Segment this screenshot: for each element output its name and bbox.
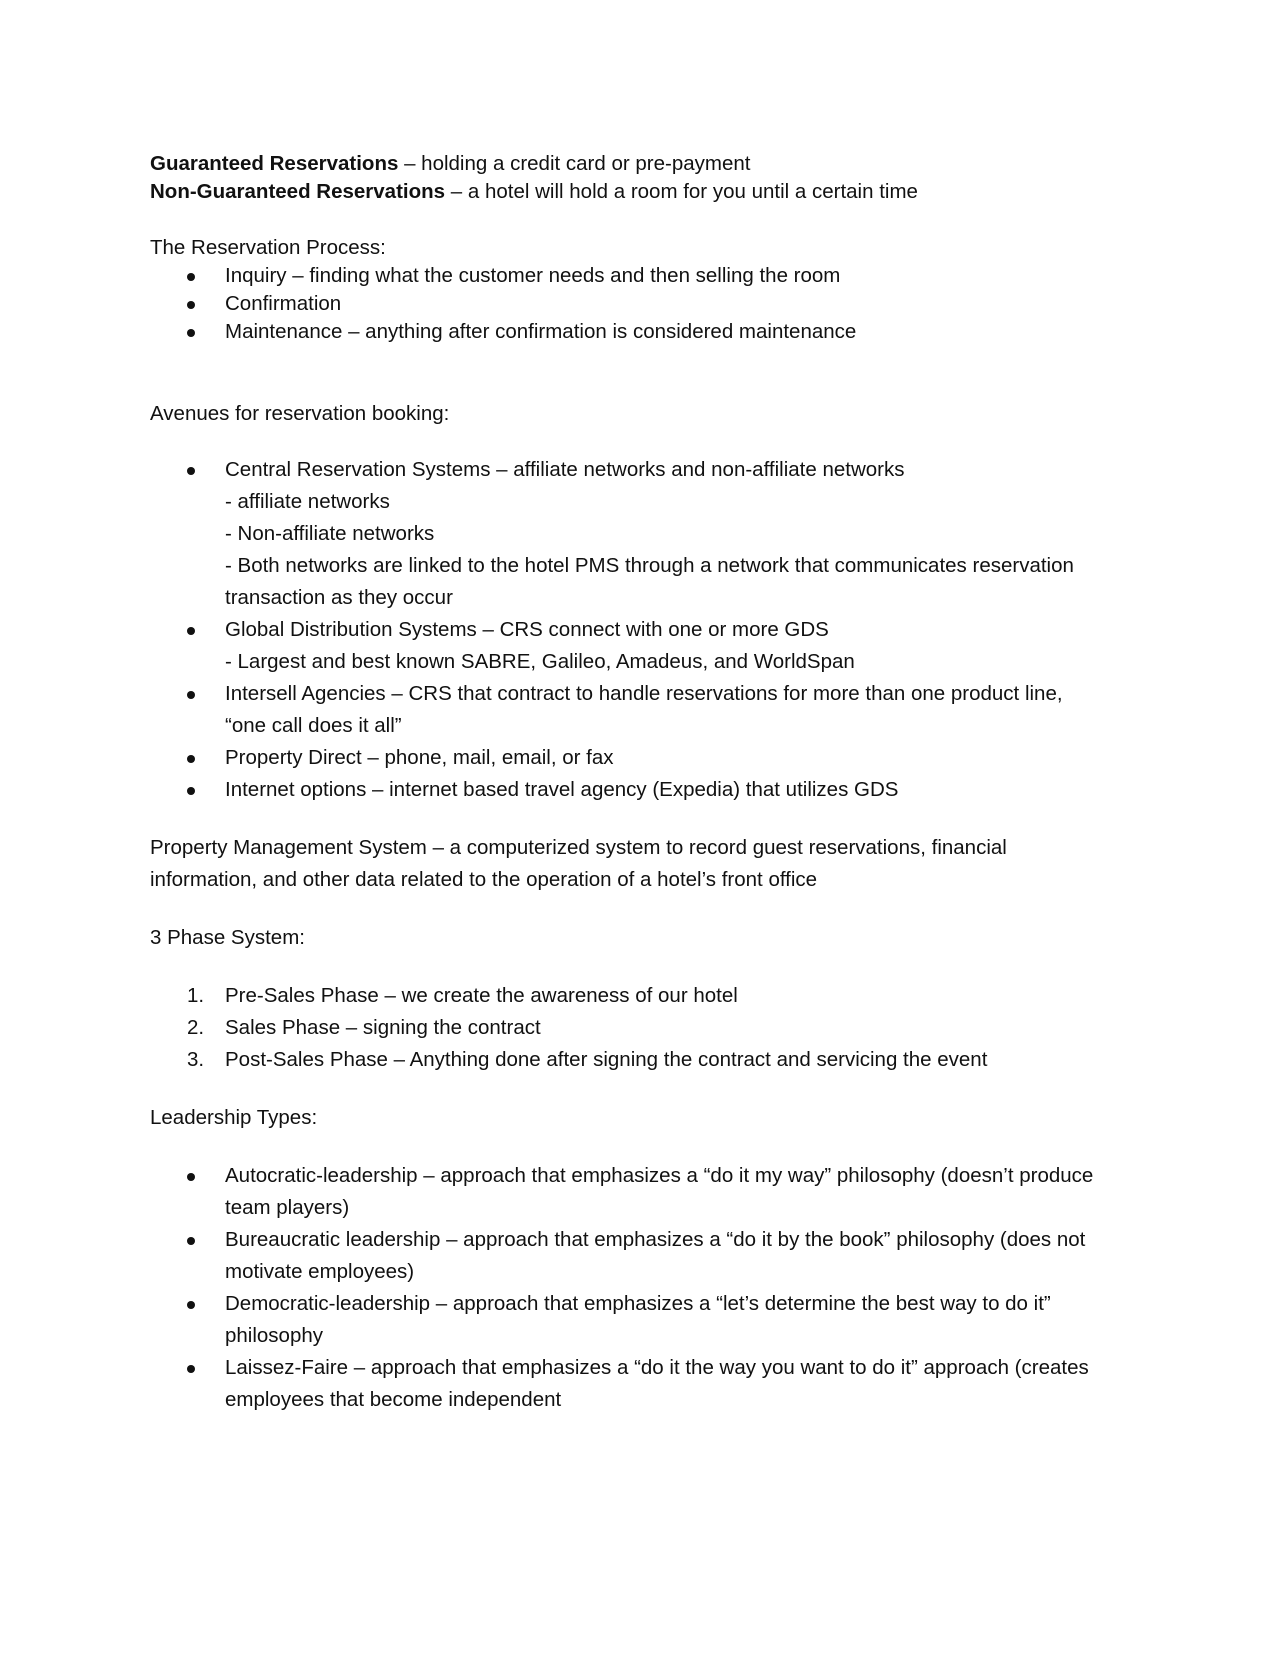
bullet-icon (187, 627, 195, 635)
reservation-process-list (150, 262, 1130, 346)
bullet-icon (187, 301, 195, 309)
document-body (150, 150, 1130, 1416)
avenues-heading: Avenues for reservation booking: (150, 402, 450, 425)
list-item: Laissez-Faire – approach that emphasizes a “do it the way you want to do it” approach (creates employees that become independent (150, 1352, 1130, 1416)
list-item: Democratic-leadership – approach that emphasizes a “let’s determine the best way to do it” philosophy (150, 1288, 1130, 1352)
bullet-icon (187, 691, 195, 699)
list-item: Intersell Agencies – CRS that contract to handle reservations for more than one product line, “one call does it all” (150, 678, 1130, 742)
bullet-icon (187, 329, 195, 337)
bullet-icon (187, 273, 195, 281)
guaranteed-definition: – holding a credit card or pre-payment (398, 152, 751, 175)
list-number: 1. (187, 984, 205, 1007)
bullet-icon (187, 1173, 195, 1181)
list-item: Property Direct – phone, mail, email, or fax (150, 742, 1130, 774)
non-guaranteed-term: Non-Guaranteed Reservations (150, 180, 446, 203)
bullet-icon (187, 1301, 195, 1309)
bullet-icon (187, 467, 195, 475)
list-item: Central Reservation Systems – affiliate networks and non-affiliate networks - affiliate networks - Non-affiliate networks - Both networks are linked to the hotel PMS through a network that communicates reservation transaction as they occur (150, 454, 1130, 614)
list-item: 2. Sales Phase – signing the contract (150, 1012, 1130, 1044)
list-item: 3. Post-Sales Phase – Anything done after signing the contract and servicing the event (150, 1044, 1130, 1076)
list-item: Inquiry – finding what the customer needs and then selling the room (150, 262, 1130, 290)
guaranteed-term: Guaranteed Reservations (150, 152, 399, 175)
reservation-process-heading: The Reservation Process: (150, 236, 386, 259)
bullet-icon (187, 1365, 195, 1373)
list-item: 1. Pre-Sales Phase – we create the awareness of our hotel (150, 980, 1130, 1012)
bullet-icon (187, 755, 195, 763)
bullet-icon (187, 1237, 195, 1245)
guaranteed-reservations-line (150, 150, 1130, 178)
list-item: Autocratic-leadership – approach that emphasizes a “do it my way” philosophy (doesn’t produce team players) (150, 1160, 1130, 1224)
leadership-heading: Leadership Types: (150, 1106, 318, 1129)
leadership-list (150, 1160, 1130, 1416)
avenues-list (150, 454, 1130, 806)
bullet-icon (187, 787, 195, 795)
list-number: 2. (187, 1016, 205, 1039)
phase-system-heading: 3 Phase System: (150, 926, 305, 949)
pms-paragraph: Property Management System – a computerized system to record guest reservations, financial information, and other data related to the operation of a hotel’s front office (150, 836, 1007, 891)
list-item: Confirmation (150, 290, 1130, 318)
list-item: Maintenance – anything after confirmation is considered maintenance (150, 318, 1130, 346)
list-item: Bureaucratic leadership – approach that emphasizes a “do it by the book” philosophy (does not motivate employees) (150, 1224, 1130, 1288)
list-item: Global Distribution Systems – CRS connect with one or more GDS - Largest and best known SABRE, Galileo, Amadeus, and WorldSpan (150, 614, 1130, 678)
phase-system-list (150, 980, 1130, 1076)
list-item: Internet options – internet based travel agency (Expedia) that utilizes GDS (150, 774, 1130, 806)
non-guaranteed-reservations-line (150, 178, 1130, 206)
non-guaranteed-definition: – a hotel will hold a room for you until a certain time (445, 180, 918, 203)
list-number: 3. (187, 1048, 205, 1071)
